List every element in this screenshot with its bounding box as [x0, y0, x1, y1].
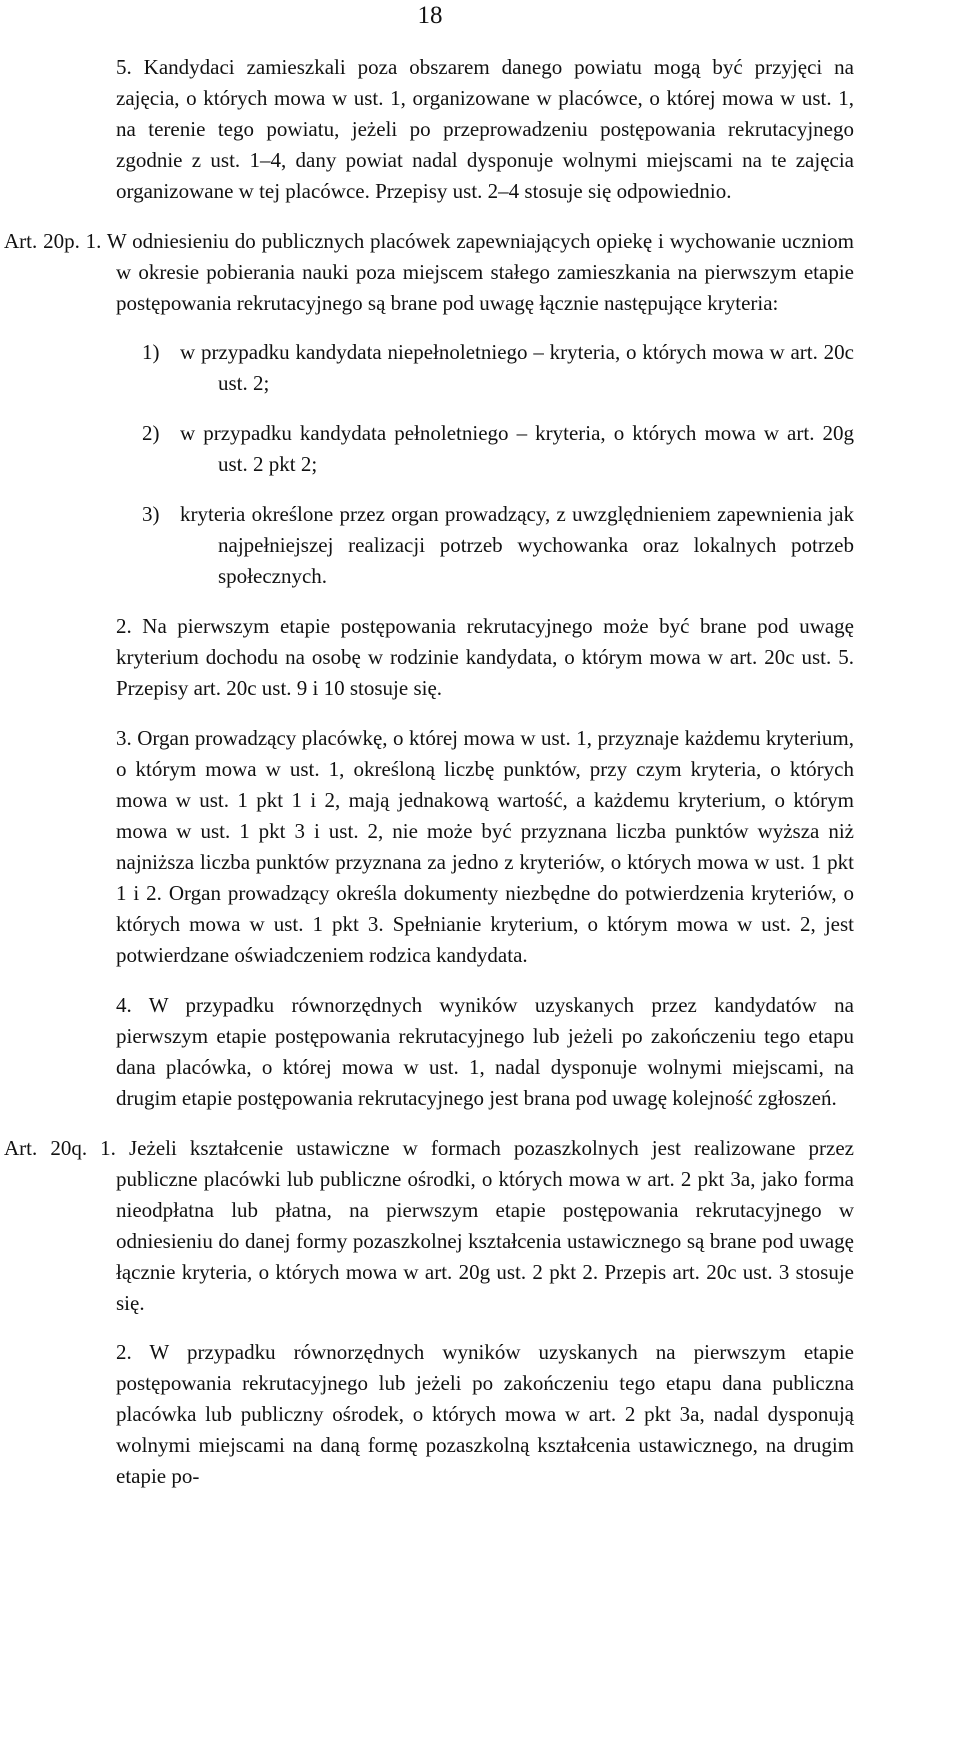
art-20q-p1-text: 1. Jeżeli kształcenie ustawiczne w formach pozaszkolnych jest realizowane przez publiczne placówki lub publiczne ośrodki, o których mowa w art. 2 pkt 3a, jako forma nieodpłatna lub płatna, na pierwszym etapie postępowania rekrutacyjnego w odniesieniu do danej formy pozaszkolnej kształcenia ustawicznego są brane pod uwagę łącznie kryteria, o których mowa w art. 20g ust. 2 pkt 2. Przepis art. 20c ust. 3 stosuje się. — [100, 1136, 855, 1315]
list-item-number: 2) — [142, 421, 160, 445]
art-20p-paragraph-2: 2. Na pierwszym etapie postępowania rekrutacyjnego może być brane pod uwagę kryterium dochodu na osobę w rodzinie kandydata, o którym mowa w art. 20c ust. 5. Przepisy art. 20c ust. 9 i 10 stosuje się. — [116, 614, 854, 700]
art-20p-p1-text: 1. W odniesieniu do publicznych placówek zapewniających opiekę i wychowanie uczniom w okresie pobierania nauki poza miejscem stałego zamieszkania na pierwszym etapie postępowania rekrutacyjnego są brane pod uwagę łącznie następujące kryteria: — [85, 229, 854, 315]
page-number: 18 — [417, 2, 443, 29]
list-item-text: w przypadku kandydata niepełnoletniego – kryteria, o których mowa w art. 20c ust. 2; — [180, 340, 854, 395]
list-item-text: kryteria określone przez organ prowadzący, z uwzględnieniem zapewnienia jak najpełniejszej realizacji potrzeb wychowanka oraz lokalnych potrzeb społecznych. — [180, 502, 854, 588]
art-20q-paragraph-2: 2. W przypadku równorzędnych wyników uzyskanych na pierwszym etapie postępowania rekrutacyjnego lub jeżeli po zakończeniu tego etapu dana publiczna placówka lub publiczny ośrodek, o których mowa w art. 2 pkt 3a, nadal dysponują wolnymi miejscami na daną formę pozaszkolną kształcenia ustawicznego, na drugim etapie po- — [116, 1340, 854, 1488]
list-item-number: 3) — [142, 502, 160, 526]
list-item — [142, 418, 854, 480]
art-20q-paragraph-1 — [4, 1133, 855, 1319]
list-item-number: 1) — [142, 340, 160, 364]
art-20p-paragraph-3: 3. Organ prowadzący placówkę, o której mowa w ust. 1, przyznaje każdemu kryterium, o którym mowa w ust. 1, określoną liczbę punktów, przy czym kryteria, o których mowa w ust. 1 pkt 1 i 2, mają jednakową wartość, a każdemu kryterium, o którym mowa w ust. 1 pkt 3 i ust. 2, nie może być przyznana liczba punktów wyższa niż najniższa liczba punktów przyznana za jedno z kryteriów, o których mowa w ust. 1 pkt 1 i 2. Organ prowadzący określa dokumenty niezbędne do potwierdzenia kryteriów, o których mowa w ust. 1 pkt 3. Spełnianie kryterium, o którym mowa w ust. 2, jest potwierdzane oświadczeniem rodzica kandydata. — [116, 726, 854, 967]
article-label-20p: Art. 20p. — [4, 229, 80, 253]
paragraph-5: 5. Kandydaci zamieszkali poza obszarem danego powiatu mogą być przyjęci na zajęcia, o których mowa w ust. 1, organizowane w placówce, o której mowa w ust. 1, na terenie tego powiatu, jeżeli po przeprowadzeniu postępowania rekrutacyjnego zgodnie z ust. 1–4, dany powiat nadal dysponuje wolnymi miejscami na te zajęcia organizowane w tej placówce. Przepisy ust. 2–4 stosuje się odpowiednio. — [116, 55, 854, 203]
article-label-20q: Art. 20q. — [4, 1136, 88, 1160]
list-item — [142, 499, 854, 592]
art-20p-paragraph-1 — [4, 226, 854, 319]
list-item-text: w przypadku kandydata pełnoletniego – kryteria, o których mowa w art. 20g ust. 2 pkt 2; — [180, 421, 854, 476]
document-body — [4, 52, 855, 1511]
art-20p-paragraph-4: 4. W przypadku równorzędnych wyników uzyskanych przez kandydatów na pierwszym etapie postępowania rekrutacyjnego lub jeżeli po zakończeniu tego etapu dana placówka, o której mowa w ust. 1, nadal dysponuje wolnymi miejscami, na drugim etapie postępowania rekrutacyjnego jest brana pod uwagę kolejność zgłoszeń. — [116, 993, 854, 1110]
list-item — [142, 337, 854, 399]
